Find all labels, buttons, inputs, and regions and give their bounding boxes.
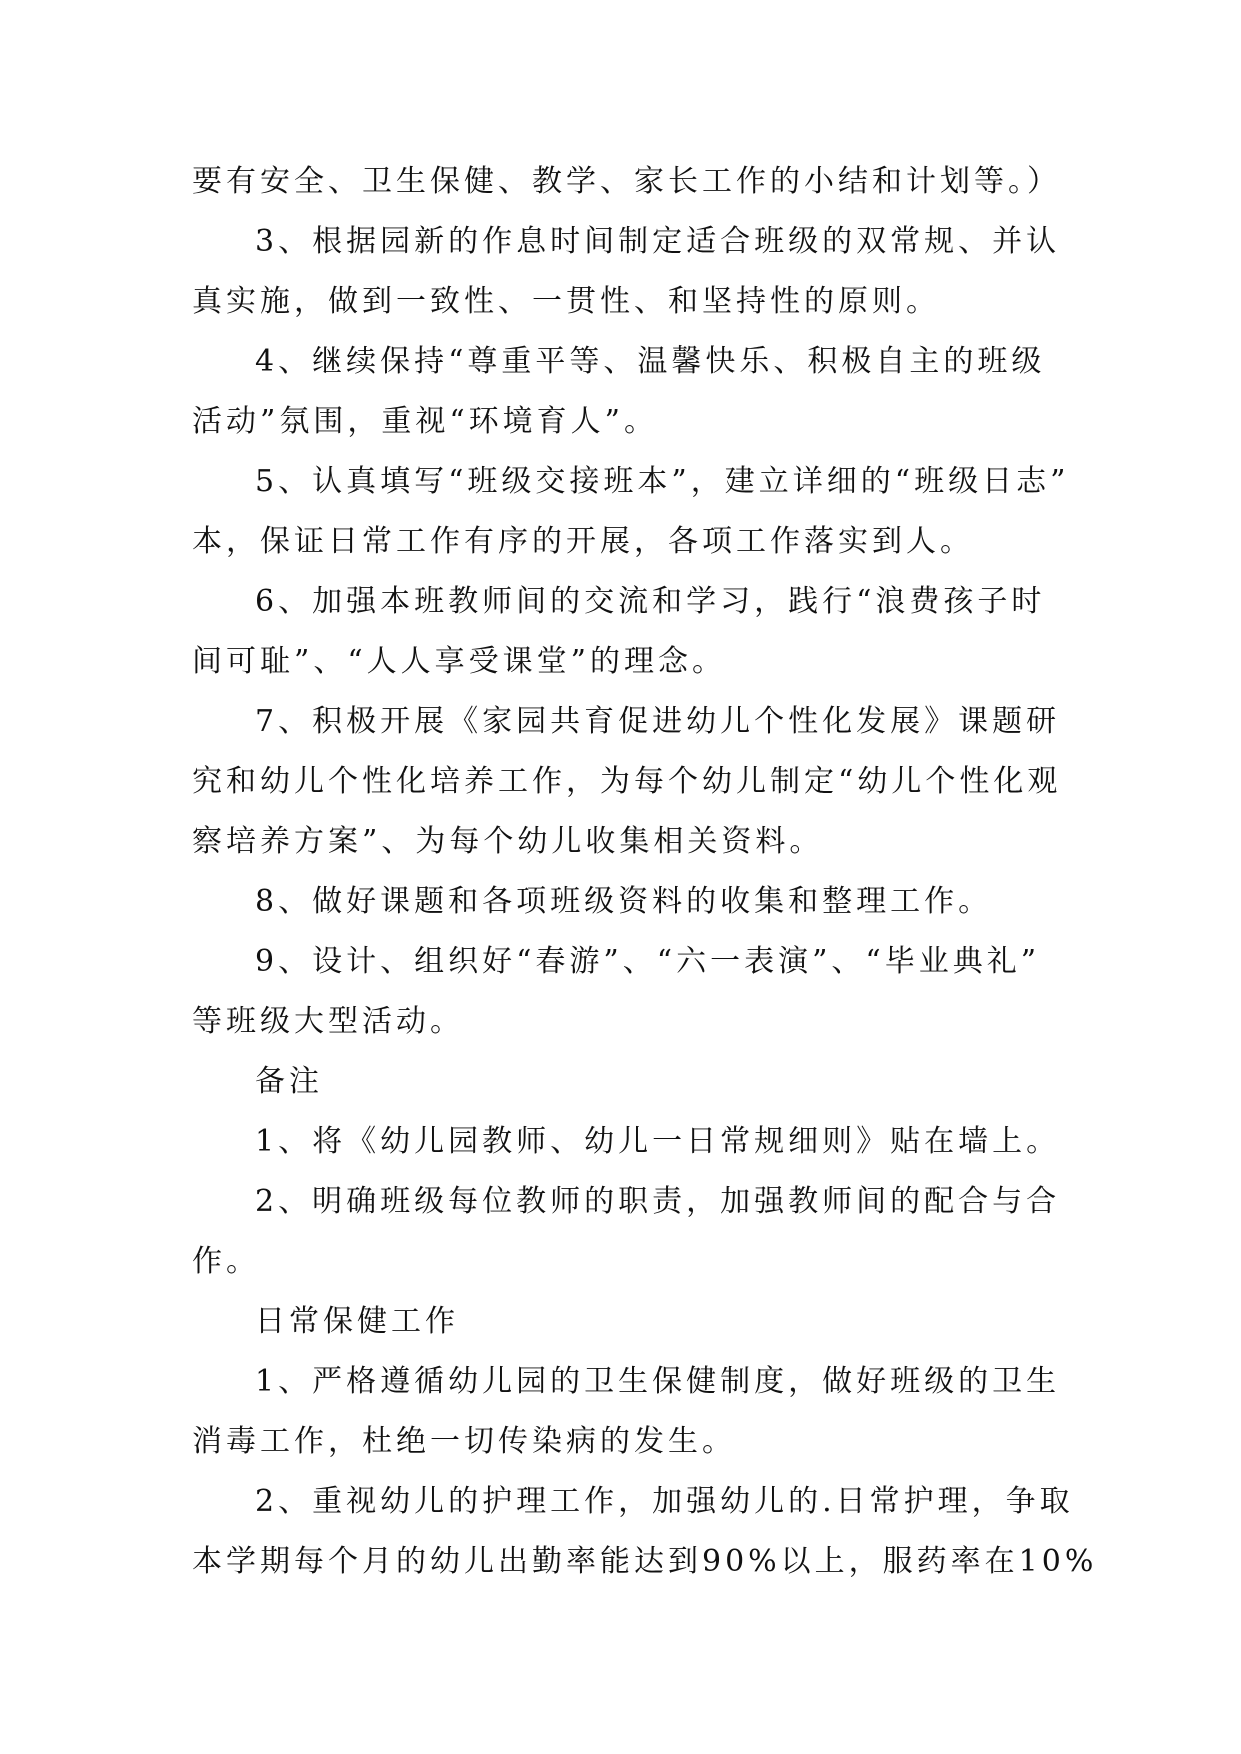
text-line: 等班级大型活动。 [192, 1004, 464, 1039]
text-line: 1、将《幼儿园教师、幼儿一日常规细则》贴在墙上。 [255, 1124, 1061, 1159]
section-heading: 日常保健工作 [255, 1304, 459, 1339]
text-line: 7、积极开展《家园共育促进幼儿个性化发展》课题研 [255, 704, 1061, 739]
text-line: 1、严格遵循幼儿园的卫生保健制度，做好班级的卫生 [255, 1364, 1061, 1399]
text-line: 9、设计、组织好“春游”、“六一表演”、“毕业典礼” [255, 944, 1041, 979]
text-line: 本，保证日常工作有序的开展，各项工作落实到人。 [192, 524, 974, 559]
text-line: 活动”氛围，重视“环境育人”。 [192, 404, 659, 439]
text-line: 要有安全、卫生保健、教学、家长工作的小结和计划等。） [192, 164, 1061, 199]
text-line: 3、根据园新的作息时间制定适合班级的双常规、并认 [255, 224, 1061, 259]
text-line: 5、认真填写“班级交接班本”，建立详细的“班级日志” [255, 464, 1070, 499]
text-line: 究和幼儿个性化培养工作，为每个幼儿制定“幼儿个性化观 [192, 764, 1062, 799]
text-line: 消毒工作，杜绝一切传染病的发生。 [192, 1424, 736, 1459]
text-line: 本学期每个月的幼儿出勤率能达到90%以上，服药率在10% [192, 1544, 1098, 1579]
text-line: 察培养方案”、为每个幼儿收集相关资料。 [192, 824, 824, 859]
text-line: 作。 [192, 1244, 260, 1279]
text-line: 4、继续保持“尊重平等、温馨快乐、积极自主的班级 [255, 344, 1046, 379]
text-line: 2、明确班级每位教师的职责，加强教师间的配合与合 [255, 1184, 1061, 1219]
text-line: 2、重视幼儿的护理工作，加强幼儿的.日常护理，争取 [255, 1484, 1074, 1519]
text-line: 真实施，做到一致性、一贯性、和坚持性的原则。 [192, 284, 940, 319]
section-heading: 备注 [255, 1064, 323, 1099]
document-body [192, 152, 1098, 1592]
text-line: 8、做好课题和各项班级资料的收集和整理工作。 [255, 884, 993, 919]
text-line: 6、加强本班教师间的交流和学习，践行“浪费孩子时 [255, 584, 1046, 619]
text-line: 间可耻”、“人人享受课堂”的理念。 [192, 644, 727, 679]
